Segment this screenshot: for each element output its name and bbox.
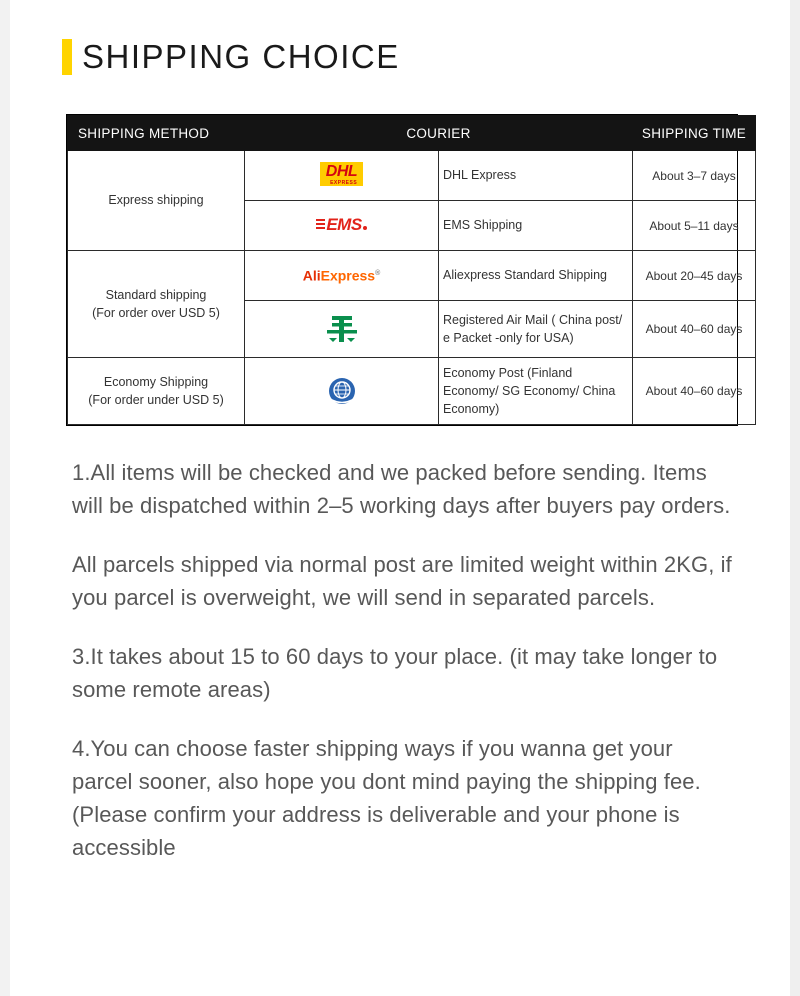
ems-logo-mark: EMS bbox=[316, 216, 366, 233]
cell-method-standard-line2: (For order over USD 5) bbox=[92, 306, 220, 320]
cell-method-express: Express shipping bbox=[68, 151, 245, 251]
cell-time-epacket: About 40–60 days bbox=[633, 301, 756, 358]
cell-method-standard-line1: Standard shipping bbox=[105, 287, 207, 302]
cell-courier-ems: EMS Shipping bbox=[439, 201, 633, 251]
shipping-table-container bbox=[66, 114, 747, 426]
table-header bbox=[68, 116, 756, 151]
cell-time-economy: About 40–60 days bbox=[633, 358, 756, 425]
table-row bbox=[68, 358, 756, 425]
table-row bbox=[68, 151, 756, 201]
dhl-logo-mark: DHL EXPRESS bbox=[320, 162, 363, 186]
shipping-note-1: 1.All items will be checked and we packed before sending. Items will be dispatched within 2–5 working days after buyers pay orders. bbox=[72, 460, 731, 519]
cell-time-dhl: About 3–7 days bbox=[633, 151, 756, 201]
page-title-text: SHIPPING CHOICE bbox=[82, 38, 400, 75]
right-edge-strip bbox=[790, 0, 800, 996]
column-header-shipping-time: SHIPPING TIME bbox=[633, 116, 756, 151]
table-body bbox=[68, 151, 756, 425]
epacket-logo bbox=[245, 301, 439, 358]
cell-courier-epacket: Registered Air Mail ( China post/ e Packet -only for USA) bbox=[439, 301, 633, 358]
un-post-logo bbox=[245, 358, 439, 425]
cell-time-aliexpress: About 20–45 days bbox=[633, 251, 756, 301]
dhl-logo bbox=[245, 151, 439, 201]
cell-courier-economy: Economy Post (Finland Economy/ SG Economy/ China Economy) bbox=[439, 358, 633, 425]
column-header-shipping-method: SHIPPING METHOD bbox=[68, 116, 245, 151]
ems-logo-bars bbox=[316, 219, 325, 230]
shipping-note-4: 4.You can choose faster shipping ways if you wanna get your parcel sooner, also hope you dont mind paying the shipping fee. (Please confirm your address is deliverable and your phone is accessible bbox=[72, 736, 701, 861]
shipping-note-2: All parcels shipped via normal post are limited weight within 2KG, if you parcel is overweight, we will send in separated parcels. bbox=[72, 552, 732, 611]
cell-courier-dhl: DHL Express bbox=[439, 151, 633, 201]
cell-method-economy bbox=[68, 358, 245, 425]
cell-time-ems: About 5–11 days bbox=[633, 201, 756, 251]
shipping-table bbox=[67, 115, 756, 425]
un-post-logo-mark bbox=[325, 375, 359, 407]
cell-method-economy-line1: Economy Shipping bbox=[103, 375, 209, 390]
cell-method-economy-line2: (For order under USD 5) bbox=[88, 393, 224, 408]
aliexpress-logo-mark: AliExpress® bbox=[302, 267, 381, 284]
table-row bbox=[68, 251, 756, 301]
cell-method-standard bbox=[68, 251, 245, 358]
cell-courier-aliexpress: Aliexpress Standard Shipping bbox=[439, 251, 633, 301]
title-accent-bar bbox=[62, 39, 72, 75]
shipping-note-3: 3.It takes about 15 to 60 days to your place. (it may take longer to some remote areas) bbox=[72, 644, 718, 703]
ems-logo-dot bbox=[363, 226, 367, 230]
ems-logo bbox=[245, 201, 439, 251]
column-header-courier: COURIER bbox=[245, 116, 633, 151]
page-title bbox=[62, 38, 800, 76]
aliexpress-logo bbox=[245, 251, 439, 301]
table-header-row bbox=[68, 116, 756, 151]
left-edge-strip bbox=[0, 0, 10, 996]
epacket-logo-mark bbox=[323, 314, 361, 344]
shipping-notes bbox=[72, 456, 738, 864]
